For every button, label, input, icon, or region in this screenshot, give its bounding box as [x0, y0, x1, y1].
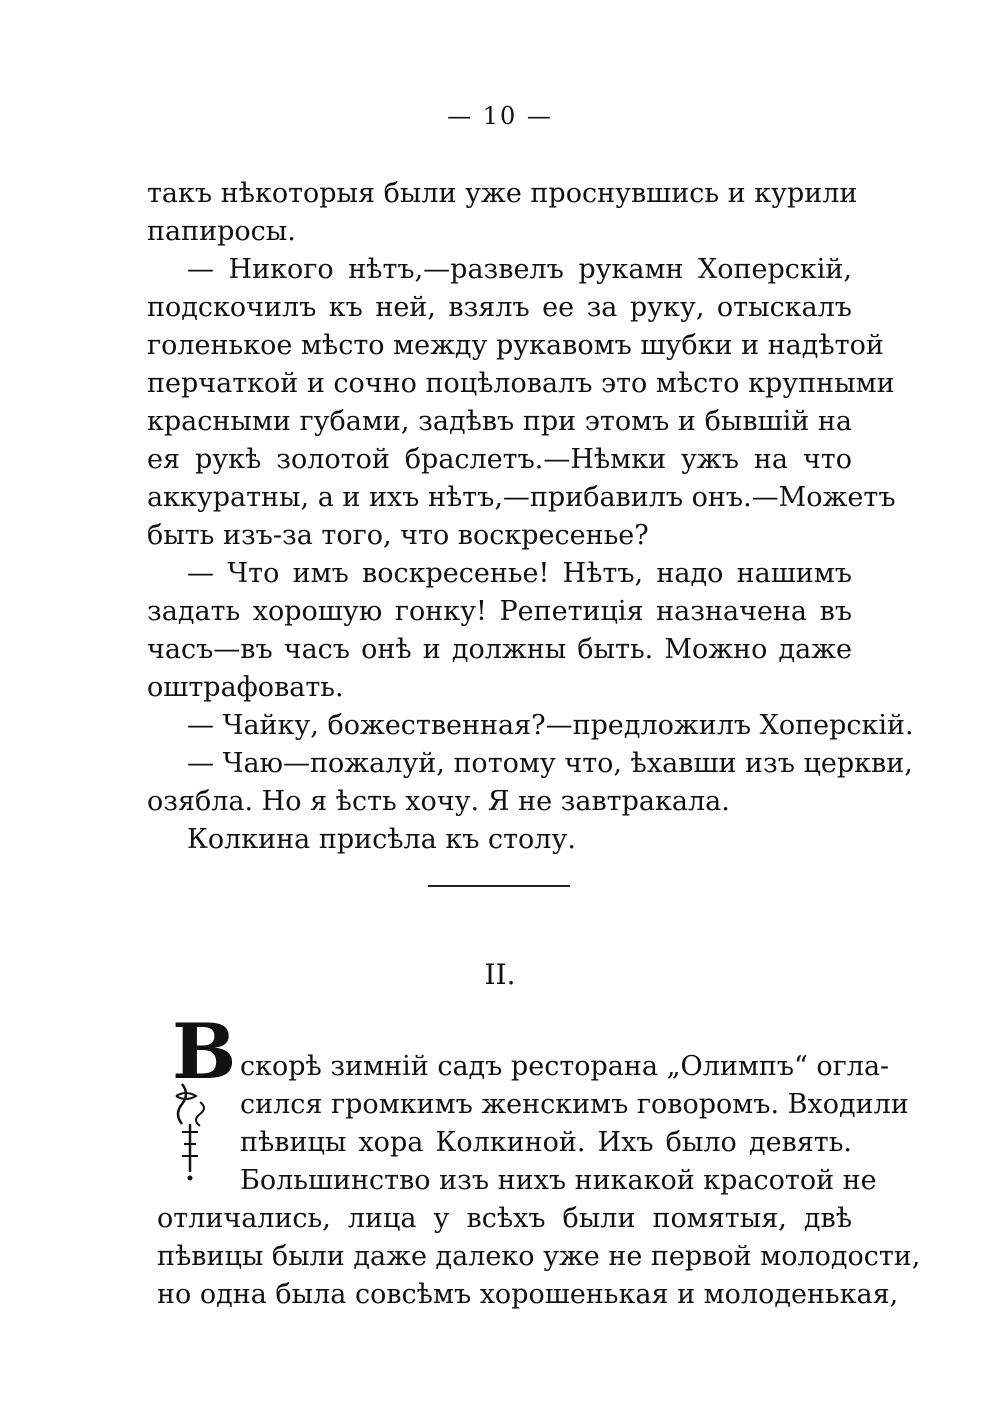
text-line: оштрафовать. — [147, 672, 344, 703]
text-line: красными губами, задѣвъ при этомъ и бывшій на — [147, 406, 852, 437]
text-line: — Чаю—пожалуй, потому что, ѣхавши изъ церкви, — [187, 748, 913, 779]
text-line: подскочилъ къ ней, взялъ ее за руку, отыскалъ — [147, 292, 852, 323]
text-line: сился громкимъ женскимъ говоромъ. Входили — [240, 1089, 909, 1120]
text-line: перчаткой и сочно поцѣловалъ это мѣсто крупными — [147, 368, 895, 399]
section-divider — [428, 885, 570, 887]
text-line: — Никого нѣтъ,—развелъ рукамн Хоперскій, — [187, 254, 852, 285]
text-line: пѣвицы хора Колкиной. Ихъ было девять. — [240, 1127, 852, 1158]
text-line: задать хорошую гонку! Репетиція назначена въ — [147, 596, 852, 627]
text-line: быть изъ-за того, что воскресенье? — [147, 520, 649, 551]
drop-cap-letter: В — [172, 1007, 237, 1096]
text-line: Колкина присѣла къ столу. — [187, 824, 576, 855]
text-line: папиросы. — [147, 216, 296, 247]
text-line: — Что имъ воскресенье! Нѣтъ, надо нашимъ — [187, 558, 852, 589]
text-line: ея рукѣ золотой браслетъ.—Нѣмки ужъ на что — [147, 444, 852, 475]
text-line: аккуратны, а и ихъ нѣтъ,—прибавилъ онъ.—Можетъ — [147, 482, 896, 513]
text-line: отличались, лица у всѣхъ были помятыя, двѣ — [157, 1203, 852, 1234]
page-number: — 10 — — [447, 102, 553, 130]
text-line: скорѣ зимній садъ ресторана „Олимпъ“ огла- — [240, 1051, 890, 1082]
text-line: озябла. Но я ѣсть хочу. Я не завтракала. — [147, 786, 730, 817]
text-line: такъ нѣкоторыя были уже проснувшись и курили — [147, 178, 858, 209]
text-line: часъ—въ часъ онѣ и должны быть. Можно даже — [147, 634, 852, 665]
text-line: пѣвицы были даже далеко уже не первой молодости, — [157, 1241, 921, 1272]
text-line: голенькое мѣсто между рукавомъ шубки и надѣтой — [147, 330, 884, 361]
drop-cap-ornament-icon — [172, 1007, 237, 1187]
chapter-heading: II. — [484, 958, 516, 991]
text-line: Большинство изъ нихъ никакой красотой не — [240, 1165, 877, 1196]
text-line: но одна была совсѣмъ хорошенькая и молоденькая, — [157, 1279, 899, 1310]
text-line: — Чайку, божественная?—предложилъ Хоперскій. — [187, 710, 914, 741]
